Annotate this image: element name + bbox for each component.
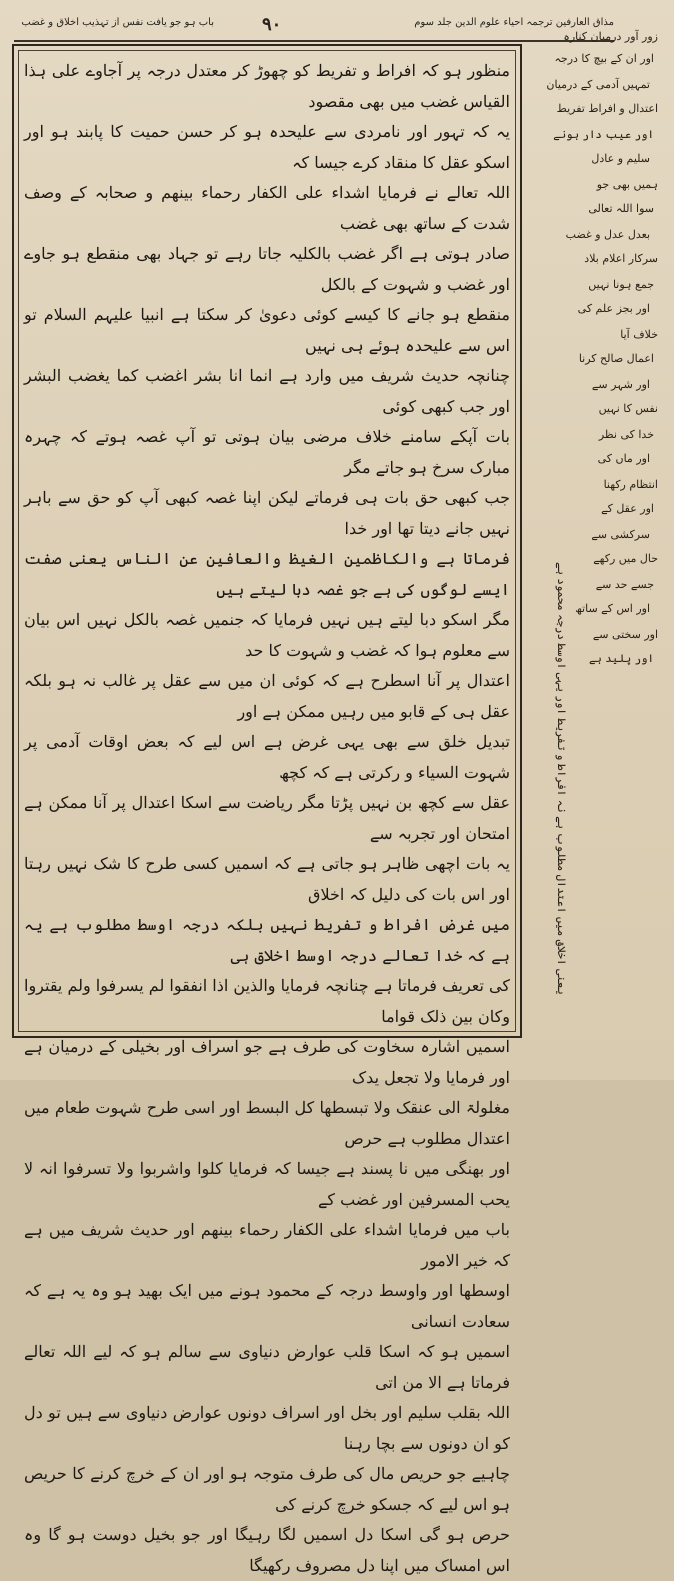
text-line: جب کبھی حق بات ہی فرماتے لیکن اپنا غصہ کبھی آپ کو حق سے باہر نہیں جانے دیتا تھا اور خدا [24, 488, 510, 538]
margin-note: اور عیب دار ہونے [553, 128, 654, 141]
margin-note: انتظام رکھنا [603, 478, 658, 491]
text-line: حرص ہو گی اسکا دل اسمیں لگا رہیگا اور جو بخیل دوست ہو گا وہ اس امساک میں اپنا دل مصروف رکھیگا [24, 1525, 510, 1575]
text-line: اعتدال پر آنا اسطرح ہے کہ کوئی ان میں سے عقل پر غالب نہ ہو بلکہ عقل ہی کے قابو میں رہیں ممکن ہے اور [24, 671, 511, 721]
vertical-margin-gloss: یعنی اخلاق میں اعتدال مطلوب ہے نہ افراط و تفریط اور یہی اوسط درجہ محمود ہے [555, 562, 568, 995]
text-line: تبدیل خلق سے بھی یہی غرض ہے اس لیے کہ بعض اوقات آدمی پر شہوت السیاء و رکرتی ہے کہ کچھ [24, 732, 510, 782]
page-number: ۹۰ [262, 14, 282, 35]
text-line: منقطع ہو جانے کا کیسے کوئی دعویٰ کر سکتا ہے انبیا علیہم السلام تو اس سے علیحدہ ہوئے ہی نہیں [24, 305, 510, 355]
margin-note: حال میں رکھے [593, 552, 658, 565]
text-line: اور بھنگی میں نا پسند ہے جیسا کہ فرمایا کلوا واشربوا ولا تسرفوا انہ لا یحب المسرفین اور غضب کے [24, 1159, 510, 1209]
margin-note: سلیم و عادل [591, 152, 650, 165]
margin-note: خلاف آیا [620, 328, 658, 341]
text-line: اللہ بقلب سلیم اور بخل اور اسراف دونوں عوارض دنیاوی سے ہیں تو دل کو ان دونوں سے بچا رہنا [24, 1403, 510, 1453]
margin-note: اور اس کے ساتھ [575, 602, 650, 615]
text-line: عقل سے کچھ بن نہیں پڑتا مگر ریاضت سے اسکا اعتدال پر آنا ممکن ہے امتحان اور تجربہ سے [24, 793, 510, 843]
text-line: یہ بات اچھی ظاہر ہو جاتی ہے کہ اسمیں کسی طرح کا شک نہیں رہتا اور اس بات کی دلیل کہ اخلاق [24, 854, 510, 904]
text-line: اسمیں اشارہ سخاوت کی طرف ہے جو اسراف اور بخیلی کے درمیان ہے اور فرمایا ولا تجعل یدک [24, 1037, 510, 1087]
margin-note: اور بجز علم کی [577, 302, 650, 315]
page-header [14, 14, 614, 42]
text-line: چاہیے جو حریص مال کی طرف متوجہ ہو اور ان کے خرچ کرنے کا حریص ہو اس لیے کہ جسکو خرچ کرنے کی [24, 1464, 510, 1514]
margin-note: بعدل عدل و غضب [565, 228, 650, 241]
margin-note: اور ماں کی [597, 452, 650, 465]
margin-note: اور پلید ہے [588, 652, 654, 665]
header-chapter-title: باب ہو جو یافت نفس از تہذیب اخلاق و غضب [21, 17, 214, 28]
text-line: باب میں فرمایا اشداء علی الکفار رحماء بینھم اور حدیث شریف میں ہے کہ خیر الامور [24, 1220, 510, 1270]
margin-note: اعمال صالح کرنا [578, 352, 654, 365]
text-line: مغلولۃ الی عنقک ولا تبسطھا کل البسط اور اسی طرح شہوت طعام میں اعتدال مطلوب ہے حرص [24, 1098, 510, 1148]
main-text-block [24, 56, 511, 1575]
text-line: منظور ہو کہ افراط و تفریط کو چھوڑ کر معتدل درجہ پر آجاوے علی ہذا القیاس غضب میں بھی مقصود [24, 61, 510, 111]
text-line: چنانچہ حدیث شریف میں وارد ہے انما انا بشر اغضب کما یغضب البشر اور جب کبھی کوئی [24, 366, 510, 416]
text-line: میں غرض افراط و تفریط نہیں بلکہ درجہ اوسط مطلوب ہے یہ ہے کہ خدا تعالے درجہ اوسط اخلاق ہی [24, 915, 510, 965]
text-line: اوسطھا اور واوسط درجہ کے محمود ہونے میں ایک بھید ہو وہ یہ ہے کہ سعادت انسانی [24, 1281, 510, 1331]
margin-note: اور ان کے بیچ کا درجہ [554, 52, 654, 65]
text-line: اسمیں ہو کہ اسکا قلب عوارض دنیاوی سے سالم ہو کہ لیے اللہ تعالے فرماتا ہے الا من اتی [24, 1342, 510, 1392]
text-line: یہ کہ تہور اور نامردی سے علیحدہ ہو کر حسن حمیت کا پابند ہو اور اسکو عقل کا منقاد کرے جیسا کہ [24, 122, 510, 172]
margin-note: سرکشی سے [591, 528, 650, 541]
text-line: بات آپکے سامنے خلاف مرضی بیان ہوتی تو آپ غصہ ہوتے کہ چہرہ مبارک سرخ ہو جاتے مگر [24, 427, 510, 477]
margin-note: ہمیں بھی جو [596, 178, 658, 191]
text-line: فرماتا ہے والکاظمین الغیظ والعافین عن الناس یعنی صفت ایسے لوگوں کی ہے جو غصہ دبا لیتے ہیں [24, 549, 510, 599]
header-book-title: مذاق العارفين ترجمہ احیاء علوم الدین جلد سوم [414, 17, 614, 28]
text-line: کی تعریف فرماتا ہے چنانچہ فرمایا والذین اذا انفقوا لم یسرفوا ولم یقتروا وکان بین ذلک قواما [24, 976, 510, 1026]
margin-note: زور آور درمیان کنارہ [563, 30, 658, 43]
margin-note: اور شہر سے [591, 378, 650, 391]
margin-note: سرکار اعلام بلاد [584, 252, 658, 265]
text-line: مگر اسکو دبا لیتے ہیں نہیں فرمایا کہ جنمیں غصہ بالکل نہیں اس بیان سے معلوم ہوا کہ غضب و شہوت کا حد [24, 610, 511, 660]
margin-note: خدا کی نظر [598, 428, 654, 441]
text-frame [12, 44, 522, 1575]
margin-note: سوا اللہ تعالی [588, 202, 654, 215]
margin-note: جسے حد سے [595, 578, 654, 591]
margin-note: نفس کا نہیں [598, 402, 658, 415]
text-line: اللہ تعالے نے فرمایا اشداء علی الکفار رحماء بینھم و صحابہ کے وصف شدت کے ساتھ بھی غضب [24, 183, 510, 233]
text-line: صادر ہوتی ہے اگر غضب بالکلیہ جاتا رہے تو جہاد بھی منقطع ہو جاوے اور غضب و شہوت کے بالکل [24, 244, 510, 294]
margin-note: اور عقل کے [601, 502, 654, 515]
margin-note: اور سختی سے [592, 628, 658, 641]
margin-note: جمع ہونا نہیں [588, 278, 654, 291]
margin-note: تمہیں آدمی کے درمیان [546, 78, 650, 91]
margin-note: اعتدال و افراط تفریط [556, 102, 658, 115]
